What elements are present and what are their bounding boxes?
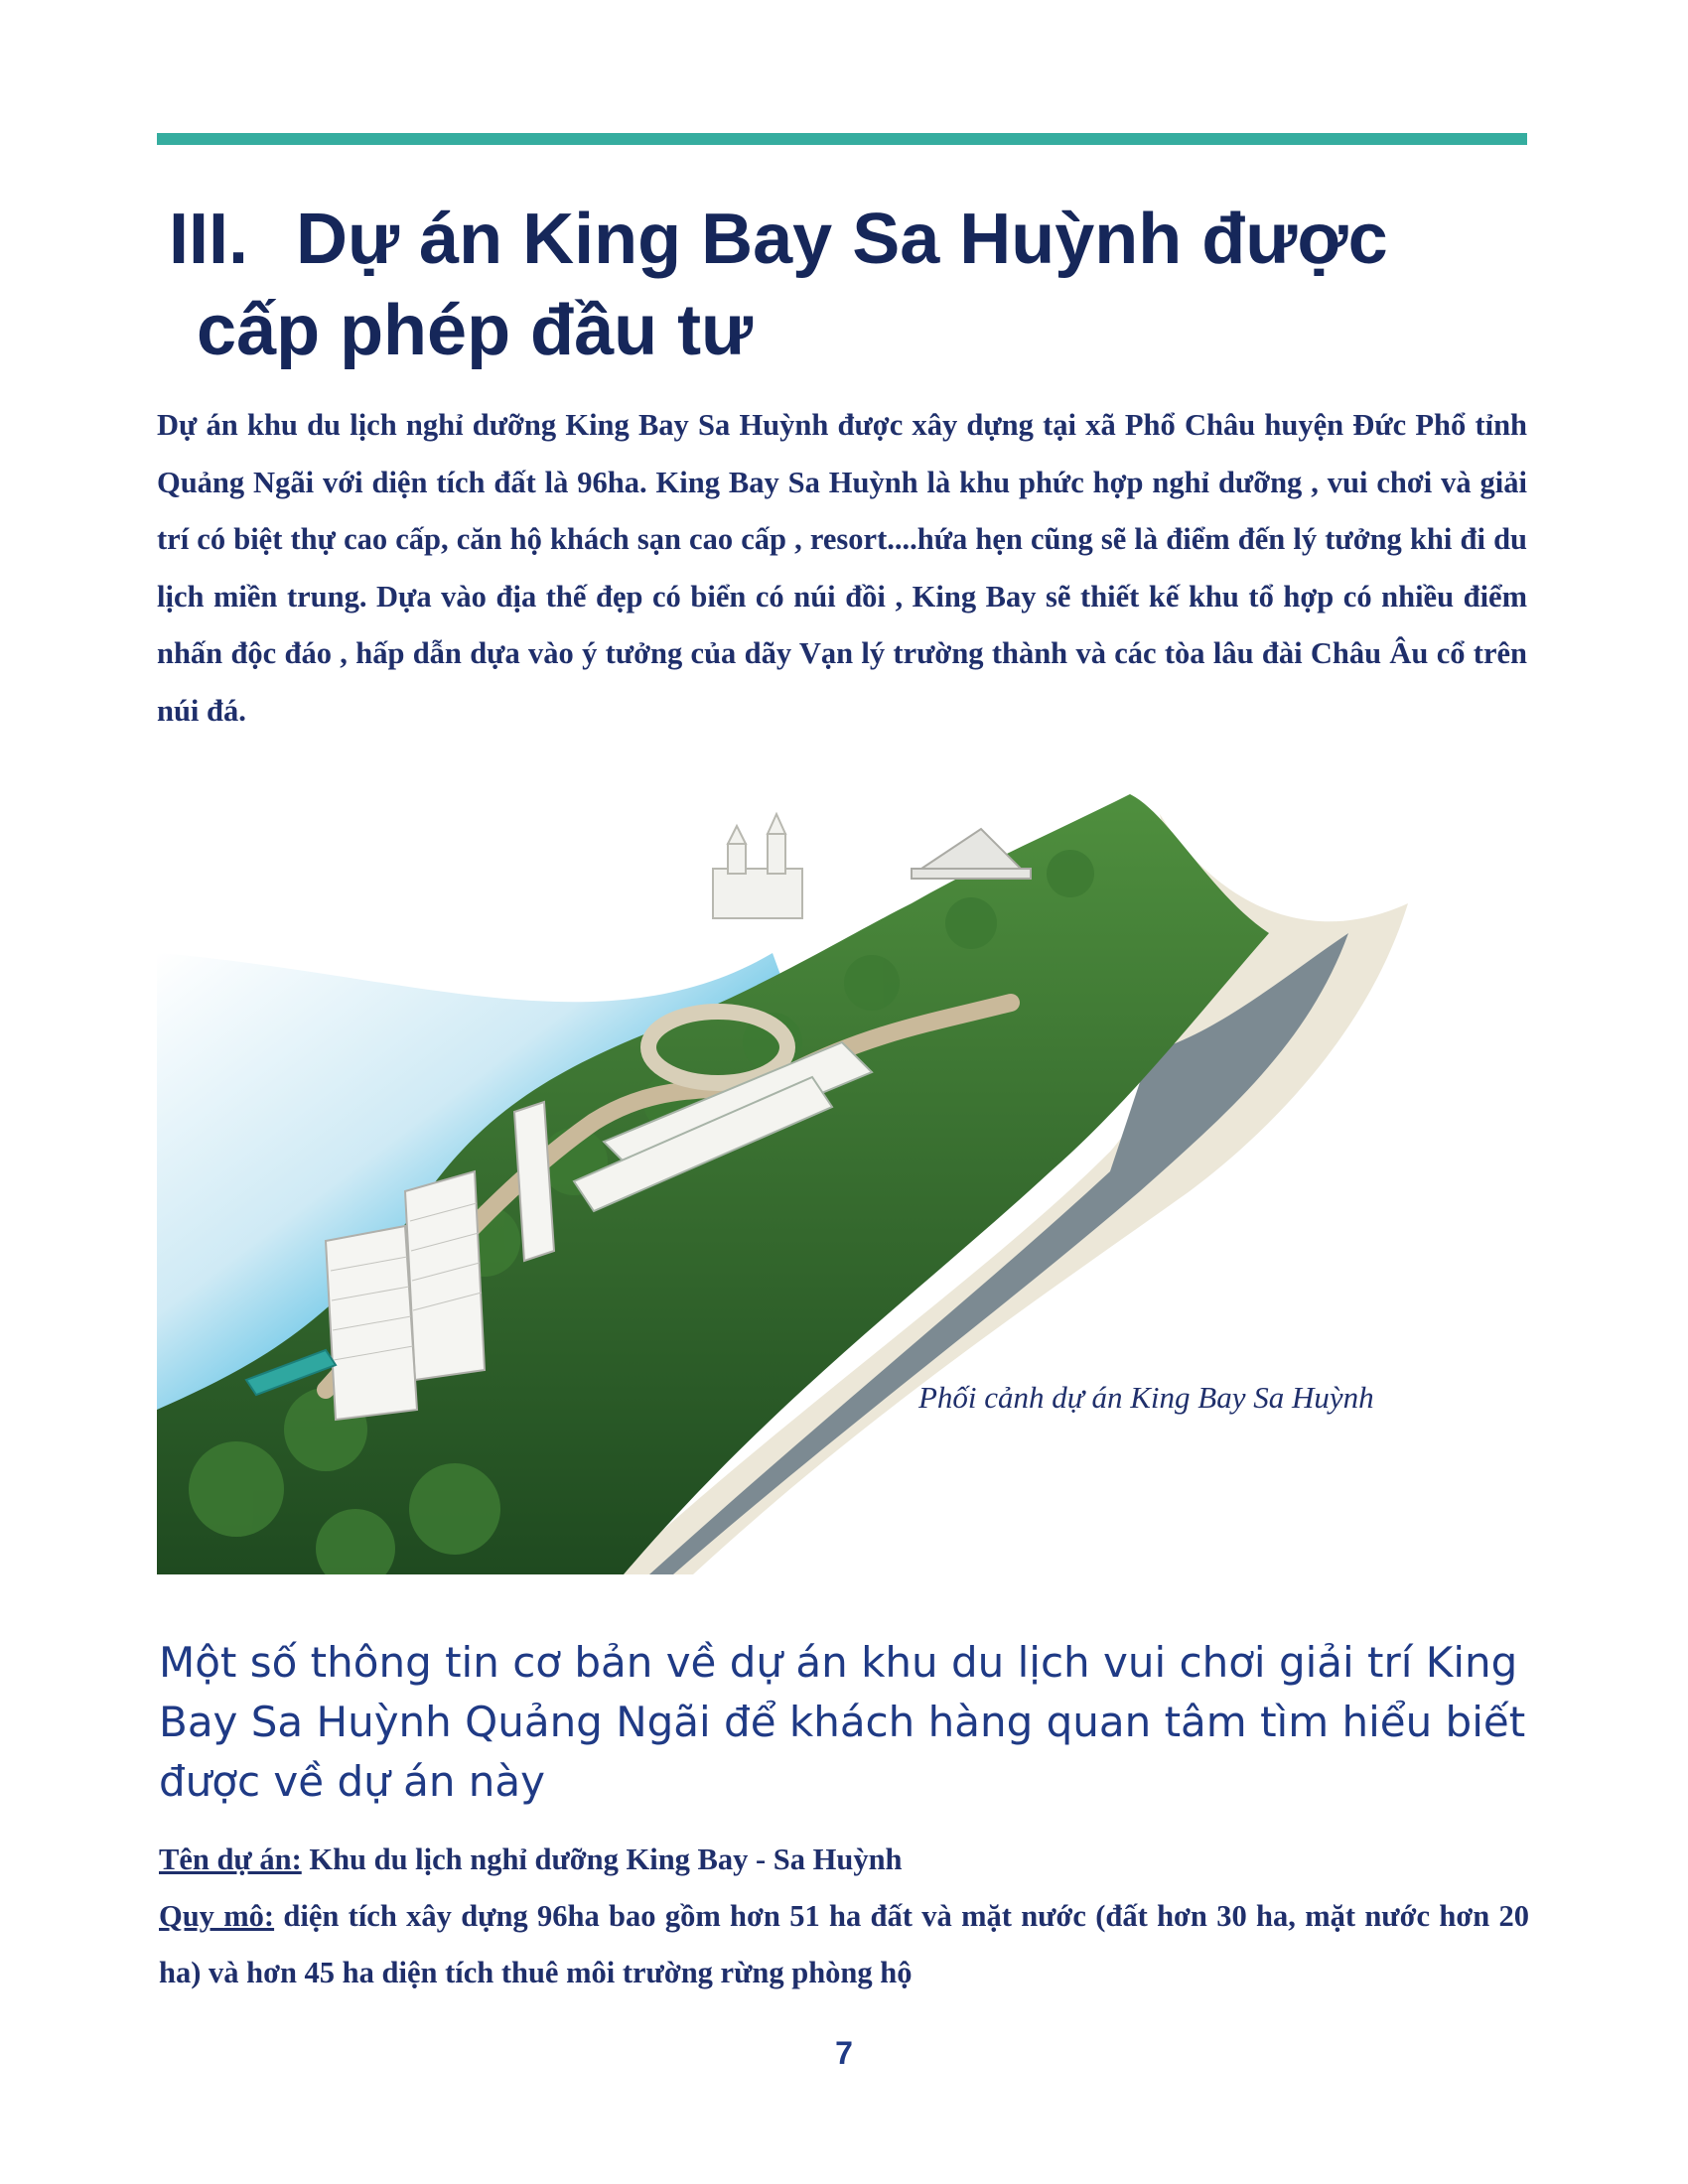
section-heading: [169, 194, 1519, 376]
section-title-line1: Dự án King Bay Sa Huỳnh được: [296, 200, 1388, 279]
project-scale-value: diện tích xây dựng 96ha bao gồm hơn 51 ha đất và mặt nước (đất hơn 30 ha, mặt nước hơn 20 ha) và hơn 45 ha diện tích thuê môi trường rừng phòng hộ: [159, 1899, 1529, 1989]
info-subheading: Một số thông tin cơ bản về dự án khu du lịch vui chơi giải trí King Bay Sa Huỳnh Quảng Ngãi để khách hàng quan tâm tìm hiểu biết được về dự án này: [159, 1638, 1526, 1806]
intro-paragraph: Dự án khu du lịch nghỉ dưỡng King Bay Sa Huỳnh được xây dựng tại xã Phổ Châu huyện Đức Phổ tỉnh Quảng Ngãi với diện tích đất là 96ha. King Bay Sa Huỳnh là khu phức hợp nghỉ dưỡng , vui chơi và giải trí có biệt thự cao cấp, căn hộ khách sạn cao cấp , resort....hứa hẹn cũng sẽ là điểm đến lý tưởng khi đi du lịch miền trung. Dựa vào địa thế đẹp có biển có núi đồi , King Bay sẽ thiết kế khu tổ hợp có nhiều điểm nhấn độc đáo , hấp dẫn dựa vào ý tưởng của dãy Vạn lý trường thành và các tòa lâu đài Châu Âu cổ trên núi đá.: [157, 408, 1527, 728]
project-rendering-image: [157, 774, 1487, 1574]
section-number: III.: [169, 200, 249, 279]
project-name-line: [159, 1832, 1529, 1888]
project-name-value: Khu du lịch nghỉ dưỡng King Bay - Sa Huỳnh: [301, 1843, 903, 1876]
project-scale-label: Quy mô:: [159, 1899, 275, 1933]
project-name-label: Tên dự án:: [159, 1843, 302, 1876]
page-number: 7: [835, 2035, 853, 2071]
header-rule: [157, 133, 1527, 145]
project-scale-line: [159, 1888, 1529, 2001]
figure-caption: Phối cảnh dự án King Bay Sa Huỳnh: [918, 1380, 1374, 1415]
section-title-line2: cấp phép đầu tư: [197, 291, 754, 370]
